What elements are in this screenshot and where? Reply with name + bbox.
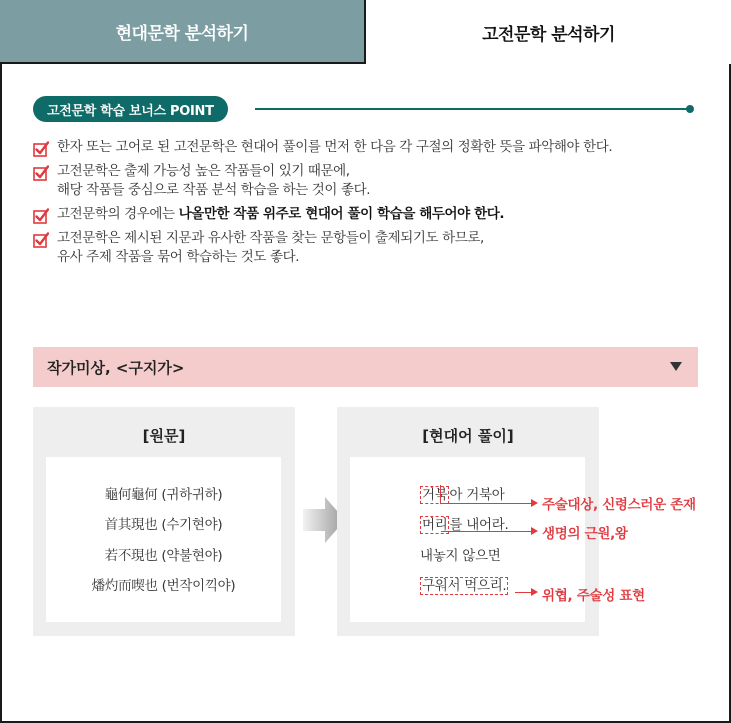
poem-dropdown[interactable] xyxy=(33,347,698,387)
annotation-connector xyxy=(440,503,532,504)
original-line: 龜何龜何 (귀하귀하) xyxy=(104,487,223,503)
checkbox-check-icon xyxy=(33,232,49,248)
list-item xyxy=(33,205,713,224)
original-text-body xyxy=(46,457,281,622)
highlight-threat: 구워서 먹으리. xyxy=(422,578,507,594)
modern-line xyxy=(420,574,508,594)
list-item-text: 해당 작품들 중심으로 작품 분석 학습을 하는 것이 좋다. xyxy=(57,182,371,198)
tab-modern-literature[interactable]: 현대문학 분석하기 xyxy=(0,0,366,64)
original-text-panel xyxy=(33,407,295,636)
annotation-turtle: 주술대상, 신령스러운 존재 xyxy=(542,497,696,513)
tab-bar xyxy=(0,0,731,64)
annotation-connector xyxy=(440,485,441,503)
tab-classical-literature[interactable]: 고전문학 분석하기 xyxy=(366,0,731,64)
modern-line xyxy=(420,483,504,503)
point-divider-line xyxy=(255,108,689,110)
list-item xyxy=(33,229,713,267)
modern-line-text: 아 거북아 xyxy=(449,487,505,503)
modern-line xyxy=(420,513,508,533)
annotation-arrowhead-icon xyxy=(531,527,538,535)
annotation-connector xyxy=(515,592,532,593)
modern-panel-title: [현대어 풀이] xyxy=(422,427,514,445)
original-line: 燔灼而喫也 (번작이끽야) xyxy=(91,578,236,594)
checkbox-check-icon xyxy=(33,141,49,157)
annotation-arrowhead-icon xyxy=(531,588,538,596)
highlight-head: 머리 xyxy=(422,517,448,533)
checkbox-check-icon xyxy=(33,208,49,224)
list-item-text: 유사 주제 작품을 묶어 학습하는 것도 좋다. xyxy=(57,249,300,265)
original-line: 首其現也 (수기현야) xyxy=(104,517,223,533)
list-item xyxy=(33,162,713,200)
original-panel-title: [원문] xyxy=(142,427,186,445)
poem-title: 작가미상, <구지가> xyxy=(47,358,185,377)
annotation-arrowhead-icon xyxy=(531,499,538,507)
bonus-point-badge: 고전문학 학습 보너스 POINT xyxy=(33,96,228,122)
modern-line: 내놓지 않으면 xyxy=(420,548,501,564)
list-item-text: 고전문학은 제시된 지문과 유사한 작품을 찾는 문항들이 출제되기도 하므로, xyxy=(57,230,484,246)
list-item-text: 한자 또는 고어로 된 고전문학은 현대어 풀이를 먼저 한 다음 각 구절의 정확한 뜻을 파악해야 한다. xyxy=(57,139,613,155)
annotation-head: 생명의 근원,왕 xyxy=(542,526,628,542)
annotation-connector xyxy=(441,531,532,532)
list-item-text: 고전문학의 경우에는 xyxy=(57,206,179,222)
original-line: 若不現也 (약불현야) xyxy=(104,548,223,564)
modern-line-text: 를 내어라. xyxy=(449,517,509,533)
list-item xyxy=(33,138,713,157)
dropdown-triangle-icon[interactable] xyxy=(670,362,682,371)
checkbox-check-icon xyxy=(33,165,49,181)
point-divider-dot xyxy=(686,105,694,113)
annotation-threat: 위협, 주술성 표현 xyxy=(542,588,645,604)
highlight-turtle: 거북 xyxy=(422,487,448,503)
bonus-point-list xyxy=(33,138,713,272)
list-item-emphasis: 나올만한 작품 위주로 현대어 풀이 학습을 해두어야 한다. xyxy=(178,206,505,222)
list-item-text: 고전문학은 출제 가능성 높은 작품들이 있기 때문에, xyxy=(57,163,350,179)
